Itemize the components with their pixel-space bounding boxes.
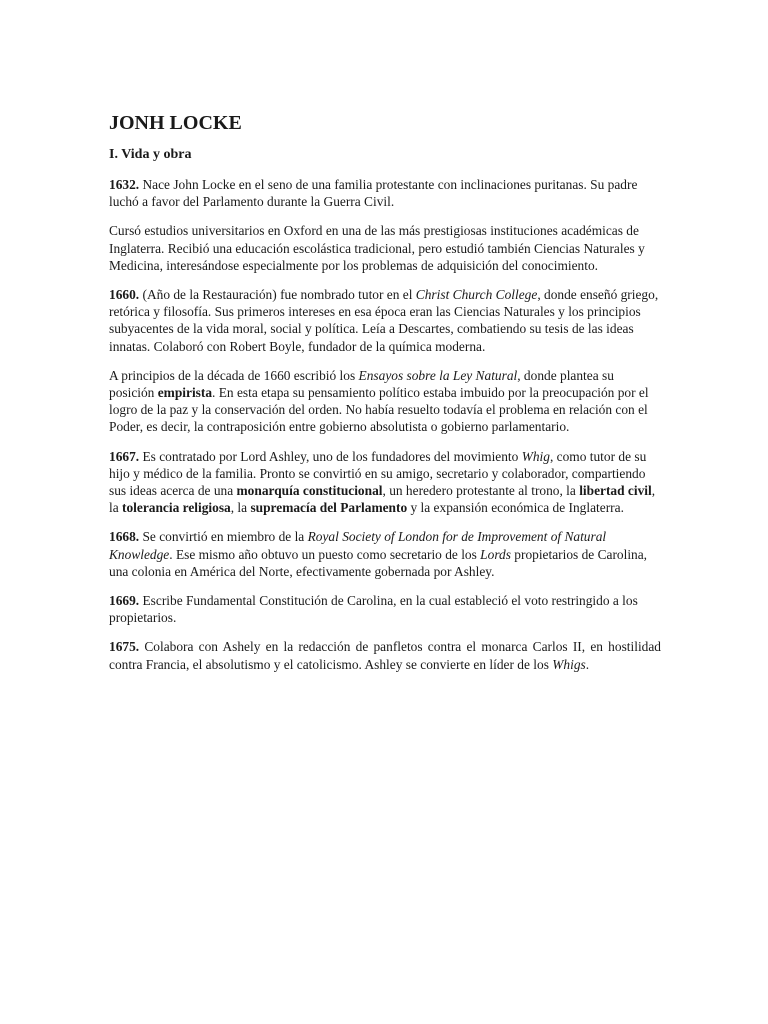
- document-page: [109, 110, 661, 685]
- text-run: propietarios de Carolina, una colonia en América del Norte, efectivamente gobernada por Ashley.: [109, 546, 648, 579]
- text-run: A principios de la década de 1660 escribió los: [109, 367, 359, 383]
- text-run: Se convirtió en miembro de la: [139, 529, 308, 545]
- paragraph-list: [109, 176, 661, 673]
- section-heading: I. Vida y obra: [109, 147, 192, 162]
- paragraph-p8: [109, 638, 661, 672]
- paragraph-p4: [109, 367, 661, 436]
- paragraph-p3: [109, 286, 661, 355]
- bold-text: monarquía constitucional: [236, 483, 383, 499]
- bold-text: 1667.: [109, 448, 140, 464]
- paragraph-p2: [109, 222, 661, 274]
- italic-text: Royal Society of London for de Improvement of Natural Knowledge: [109, 529, 607, 562]
- text-run: Nace John Locke en el seno de una familia protestante con inclinaciones puritanas. Su padre luchó a favor del Parlamento durante la Guerra Civil.: [109, 177, 638, 210]
- text-run: , donde plantea su posición: [109, 367, 614, 401]
- italic-text: Whigs: [552, 656, 586, 672]
- paragraph-p6: [109, 528, 661, 580]
- text-run: (Año de la Restauración) fue nombrado tutor en el: [139, 287, 416, 303]
- text-run: y la expansión económica de Inglaterra.: [407, 500, 624, 516]
- bold-text: 1632.: [109, 177, 140, 192]
- italic-text: Christ Church College: [415, 287, 538, 303]
- italic-text: Ensayos sobre la Ley Natural: [358, 367, 518, 383]
- text-run: Cursó estudios universitarios en Oxford en una de las más prestigiosas instituciones académicas de Inglaterra. Recibió una educación escolástica tradicional, pero estudió también Ciencias Naturales y Medicina, interesándose especialmente por los problemas de adquisición del conocimiento.: [109, 223, 645, 273]
- text-run: . Ese mismo año obtuvo un puesto como secretario de los: [169, 546, 481, 562]
- text-run: Escribe Fundamental Constitución de Carolina, en la cual estableció el voto restringido a los propietarios.: [109, 593, 638, 626]
- bold-text: empirista: [157, 385, 213, 401]
- paragraph-p1: [109, 176, 661, 210]
- text-run: , la: [230, 500, 251, 516]
- document-title: JONH LOCKE: [109, 112, 242, 134]
- bold-text: 1669.: [109, 593, 140, 609]
- bold-text: 1675.: [109, 639, 140, 655]
- text-run: , la: [109, 483, 656, 516]
- bold-text: 1668.: [109, 529, 140, 545]
- bold-text: supremacía del Parlamento: [250, 500, 408, 516]
- paragraph-p5: [109, 448, 661, 517]
- text-run: .: [585, 656, 590, 672]
- italic-text: Lords: [480, 546, 511, 562]
- text-run: Es contratado por Lord Ashley, uno de los fundadores del movimiento: [139, 448, 522, 464]
- text-run: . En esta etapa su pensamiento político estaba imbuido por la preocupación por el logro de la paz y la conservación del orden. No había resuelto todavía el problema en relación con el Poder, es decir, la contraposición entre gobierno absolutista o gobierno parlamentario.: [109, 385, 649, 435]
- text-run: , un heredero protestante al trono, la: [382, 483, 580, 499]
- bold-text: tolerancia religiosa: [122, 500, 231, 516]
- italic-text: Whig: [521, 448, 550, 464]
- text-run: Colabora con Ashely en la redacción de panfletos contra el monarca Carlos II, en hostilidad contra Francia, el absolutismo y el catolicismo. Ashley se convierte en líder de los: [109, 639, 661, 672]
- bold-text: 1660.: [109, 287, 140, 303]
- paragraph-p7: [109, 592, 661, 626]
- bold-text: libertad civil: [579, 483, 652, 499]
- text-run: , como tutor de su hijo y médico de la familia. Pronto se convirtió en su amigo, secretario y colaborador, compartiendo sus ideas acerca de una: [109, 448, 647, 499]
- text-run: , donde enseñó griego, retórica y filosofía. Sus primeros intereses en esa época eran las Ciencias Naturales y los principios subyacentes de la vida moral, social y política. Leía a Descartes, combatiendo su tesis de las ideas innatas. Colaboró con Robert Boyle, fundador de la química moderna.: [109, 287, 659, 354]
